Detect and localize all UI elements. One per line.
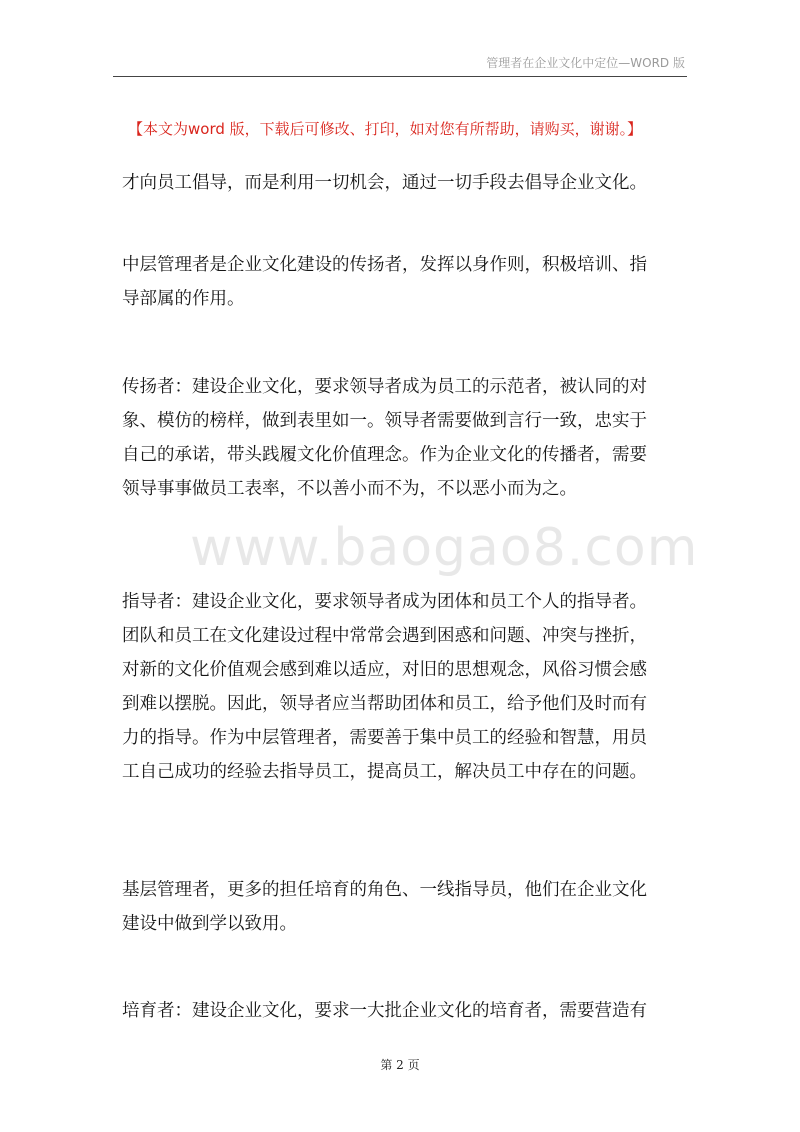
paragraph-2 [122,248,692,316]
text-line: 领导事事做员工表率，不以善小而不为，不以恶小而为之。 [122,479,577,499]
text-line: 指导者：建设企业文化，要求领导者成为团体和员工个人的指导者。 [122,592,647,612]
text-line: 传扬者：建设企业文化，要求领导者成为员工的示范者，被认同的对 [122,377,647,397]
watermark: www.baogao8.com [190,518,699,578]
text-line: 建设中做到学以致用。 [122,914,297,934]
download-notice: 【本文为word 版，下载后可修改、打印，如对您有所帮助，请购买，谢谢。】 [128,120,643,138]
header-title: 管理者在企业文化中定位—WORD 版 [486,56,685,70]
text-line: 中层管理者是企业文化建设的传扬者，发挥以身作则，积极培训、指 [122,255,647,275]
text-line: 基层管理者，更多的担任培育的角色、一线指导员，他们在企业文化 [122,880,647,900]
text-line: 培育者：建设企业文化，要求一大批企业文化的培育者，需要营造有 [122,1001,647,1021]
text-line: 对新的文化价值观会感到难以适应，对旧的思想观念，风俗习惯会感 [122,660,647,680]
paragraph-3 [122,370,692,506]
paragraph-5 [122,873,692,941]
text-line: 象、模仿的榜样，做到表里如一。领导者需要做到言行一致，忠实于 [122,411,647,431]
text-line: 团队和员工在文化建设过程中常常会遇到困惑和问题、冲突与挫折， [122,626,647,646]
page-number: 第 2 页 [380,1058,420,1072]
text-line: 到难以摆脱。因此，领导者应当帮助团体和员工，给予他们及时而有 [122,694,647,714]
text-line: 才向员工倡导，而是利用一切机会，通过一切手段去倡导企业文化。 [122,173,647,193]
paragraph-1 [122,166,692,200]
paragraph-6 [122,994,692,1028]
paragraph-4 [122,585,692,789]
text-line: 力的指导。作为中层管理者，需要善于集中员工的经验和智慧，用员 [122,728,647,748]
page-header [113,50,687,77]
text-line: 自己的承诺，带头践履文化价值理念。作为企业文化的传播者，需要 [122,445,647,465]
text-line: 工自己成功的经验去指导员工，提高员工，解决员工中存在的问题。 [122,762,647,782]
text-line: 导部属的作用。 [122,289,245,309]
